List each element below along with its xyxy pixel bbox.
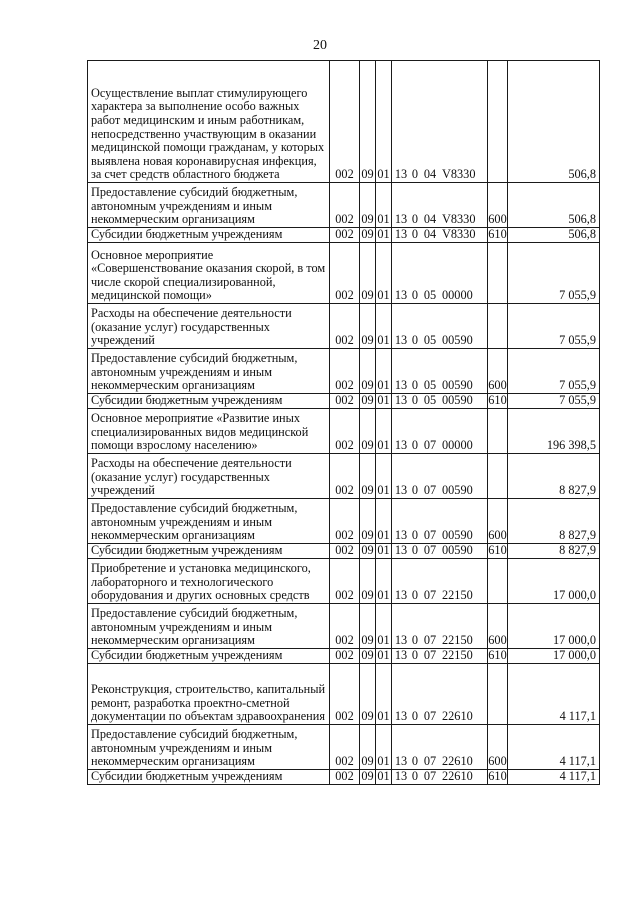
target-article-part: 13 [394, 588, 408, 603]
section-code: 09 [360, 243, 376, 304]
subsection-code: 01 [376, 559, 392, 604]
expense-name: Основное мероприятие «Совершенствование оказания скорой, в том числе скорой специализированной, медицинской помощи» [88, 243, 330, 304]
ministry-code: 002 [330, 304, 360, 349]
ministry-code: 002 [330, 349, 360, 394]
amount-value: 7 055,9 [508, 243, 600, 304]
subsection-code: 01 [376, 409, 392, 454]
expense-name: Предоставление субсидий бюджетным, автономным учреждениям и иным некоммерческим организациям [88, 349, 330, 394]
target-article-code [392, 664, 488, 725]
expense-type-code: 610 [488, 227, 507, 242]
table-row [88, 454, 600, 499]
table-row [88, 243, 600, 304]
ministry-code: 002 [330, 243, 360, 304]
subsection-code: 01 [377, 227, 390, 242]
ministry-code: 002 [330, 649, 360, 664]
expense-type-code: 600 [488, 349, 508, 394]
ministry-code: 002 [330, 559, 360, 604]
target-article-part: 0 [411, 528, 419, 543]
expense-type-code [488, 559, 508, 604]
table-row [88, 499, 600, 544]
ministry-code: 002 [330, 454, 360, 499]
ministry-code: 002 [330, 183, 360, 228]
target-article-part: 0 [411, 754, 419, 769]
budget-table [87, 60, 600, 785]
expense-type-code: 610 [488, 543, 507, 558]
section-code: 09 [360, 499, 376, 544]
amount-value: 7 055,9 [508, 304, 600, 349]
expense-name: Субсидии бюджетным учреждениям [88, 649, 330, 664]
section-code: 09 [360, 304, 376, 349]
target-article-part: 00590 [442, 393, 473, 408]
expense-name: Предоставление субсидий бюджетным, автономным учреждениям и иным некоммерческим организациям [88, 725, 330, 770]
target-article-part: 05 [423, 378, 437, 393]
target-article-part: 0 [411, 709, 419, 724]
subsection-code: 01 [377, 769, 390, 784]
target-article-part: 22150 [442, 648, 473, 663]
section-code: 09 [360, 349, 376, 394]
target-article-part: 0 [411, 543, 419, 558]
target-article-code [392, 725, 488, 770]
amount-value: 4 117,1 [508, 770, 600, 785]
target-article-part: 13 [394, 393, 408, 408]
section-code: 09 [360, 409, 376, 454]
target-article-part: 00590 [442, 333, 473, 348]
target-article-part: 00590 [442, 543, 473, 558]
amount-value: 17 000,0 [508, 559, 600, 604]
target-article-part: 07 [423, 769, 437, 784]
section-code: 09 [360, 61, 376, 183]
amount-value: 7 055,9 [508, 349, 600, 394]
target-article-part: 13 [394, 438, 408, 453]
target-article-part: 0 [411, 393, 419, 408]
subsection-code: 01 [376, 725, 392, 770]
amount-value: 196 398,5 [508, 409, 600, 454]
amount-value: 506,8 [508, 228, 600, 243]
target-article-code [392, 770, 488, 785]
expense-type-code [488, 304, 508, 349]
amount-value: 506,8 [508, 183, 600, 228]
target-article-part: 07 [423, 709, 437, 724]
expense-type-code [488, 409, 508, 454]
table-row [88, 559, 600, 604]
target-article-code [392, 61, 488, 183]
section-code: 09 [360, 664, 376, 725]
table-row [88, 544, 600, 559]
amount-value: 8 827,9 [508, 499, 600, 544]
target-article-part: 13 [394, 543, 408, 558]
section-code: 09 [361, 393, 374, 408]
target-article-part: 0 [411, 633, 419, 648]
target-article-code [392, 304, 488, 349]
amount-value: 17 000,0 [508, 649, 600, 664]
subsection-code: 01 [376, 604, 392, 649]
ministry-code: 002 [330, 499, 360, 544]
target-article-part: 00590 [442, 483, 473, 498]
expense-type-code: 610 [488, 393, 507, 408]
target-article-part: 0 [411, 378, 419, 393]
ministry-code: 002 [330, 770, 360, 785]
table-row [88, 228, 600, 243]
table-row [88, 604, 600, 649]
subsection-code: 01 [377, 393, 390, 408]
amount-value: 4 117,1 [508, 664, 600, 725]
target-article-part: 13 [394, 754, 408, 769]
page-number: 20 [313, 38, 327, 53]
target-article-code [392, 183, 488, 228]
expense-type-code: 600 [488, 604, 508, 649]
target-article-part: 13 [394, 709, 408, 724]
target-article-part: 0 [411, 483, 419, 498]
subsection-code: 01 [376, 304, 392, 349]
subsection-code: 01 [377, 543, 390, 558]
target-article-code [392, 243, 488, 304]
subsection-code: 01 [376, 349, 392, 394]
section-code: 09 [360, 454, 376, 499]
target-article-code [392, 228, 488, 243]
target-article-part: 22610 [442, 769, 473, 784]
target-article-part: 13 [394, 769, 408, 784]
expense-name: Основное мероприятие «Развитие иных специализированных видов медицинской помощи взрослому населению» [88, 409, 330, 454]
amount-value: 7 055,9 [508, 394, 600, 409]
expense-type-code: 610 [488, 648, 507, 663]
amount-value: 8 827,9 [508, 454, 600, 499]
target-article-part: 13 [394, 483, 408, 498]
section-code: 09 [361, 648, 374, 663]
expense-type-code: 600 [488, 499, 508, 544]
table-row [88, 183, 600, 228]
amount-value: 4 117,1 [508, 725, 600, 770]
target-article-code [392, 499, 488, 544]
target-article-part: 07 [423, 543, 437, 558]
expense-name: Расходы на обеспечение деятельности (оказание услуг) государственных учреждений [88, 304, 330, 349]
target-article-part: 00000 [442, 438, 473, 453]
target-article-code [392, 409, 488, 454]
target-article-part: 22150 [442, 588, 473, 603]
expense-type-code [488, 454, 508, 499]
target-article-part: V8330 [442, 167, 476, 182]
ministry-code: 002 [330, 604, 360, 649]
section-code: 09 [361, 543, 374, 558]
subsection-code: 01 [376, 499, 392, 544]
target-article-part: 13 [394, 648, 408, 663]
expense-name: Субсидии бюджетным учреждениям [88, 544, 330, 559]
target-article-part: 05 [423, 393, 437, 408]
target-article-part: 04 [423, 212, 437, 227]
expense-name: Предоставление субсидий бюджетным, автономным учреждениям и иным некоммерческим организациям [88, 183, 330, 228]
target-article-code [392, 559, 488, 604]
expense-name: Приобретение и установка медицинского, лабораторного и технологического оборудования и других основных средств [88, 559, 330, 604]
table-row [88, 304, 600, 349]
target-article-part: 13 [394, 167, 408, 182]
table-row [88, 664, 600, 725]
subsection-code: 01 [377, 648, 390, 663]
expense-name: Субсидии бюджетным учреждениям [88, 770, 330, 785]
target-article-part: 13 [394, 227, 408, 242]
target-article-code [392, 454, 488, 499]
table-row [88, 409, 600, 454]
section-code: 09 [361, 227, 374, 242]
target-article-code [392, 349, 488, 394]
target-article-part: 0 [411, 227, 419, 242]
expense-type-code [488, 664, 508, 725]
table-row [88, 61, 600, 183]
ministry-code: 002 [330, 61, 360, 183]
target-article-part: 0 [411, 288, 419, 303]
ministry-code: 002 [330, 228, 360, 243]
target-article-part: 07 [423, 528, 437, 543]
expense-type-code: 600 [488, 725, 508, 770]
subsection-code: 01 [376, 61, 392, 183]
expense-name: Расходы на обеспечение деятельности (оказание услуг) государственных учреждений [88, 454, 330, 499]
target-article-code [392, 394, 488, 409]
table-row [88, 394, 600, 409]
section-code: 09 [360, 559, 376, 604]
target-article-part: 13 [394, 528, 408, 543]
target-article-part: 13 [394, 633, 408, 648]
amount-value: 8 827,9 [508, 544, 600, 559]
target-article-part: 13 [394, 288, 408, 303]
subsection-code: 01 [376, 454, 392, 499]
section-code: 09 [360, 604, 376, 649]
target-article-part: 0 [411, 588, 419, 603]
subsection-code: 01 [376, 183, 392, 228]
section-code: 09 [361, 769, 374, 784]
amount-value: 17 000,0 [508, 604, 600, 649]
target-article-part: 00000 [442, 288, 473, 303]
target-article-part: 22610 [442, 754, 473, 769]
ministry-code: 002 [330, 664, 360, 725]
section-code: 09 [360, 183, 376, 228]
target-article-part: 07 [423, 483, 437, 498]
expense-name: Субсидии бюджетным учреждениям [88, 394, 330, 409]
target-article-part: 05 [423, 333, 437, 348]
expense-type-code: 600 [488, 183, 508, 228]
expense-type-code [488, 243, 508, 304]
expense-type-code [488, 61, 508, 183]
target-article-part: V8330 [442, 212, 476, 227]
target-article-part: 0 [411, 333, 419, 348]
target-article-part: 13 [394, 333, 408, 348]
amount-value: 506,8 [508, 61, 600, 183]
ministry-code: 002 [330, 394, 360, 409]
target-article-code [392, 604, 488, 649]
target-article-part: 22150 [442, 633, 473, 648]
target-article-part: V8330 [442, 227, 476, 242]
target-article-part: 07 [423, 438, 437, 453]
target-article-part: 0 [411, 648, 419, 663]
expense-name: Осуществление выплат стимулирующего характера за выполнение особо важных работ медицинским и иным работникам, непосредственно участвующим в оказании медицинской помощи гражданам, у которых выявлена новая коронавирусная инфекция, за счет средств областного бюджета [88, 61, 330, 183]
table-row [88, 349, 600, 394]
target-article-part: 07 [423, 588, 437, 603]
ministry-code: 002 [330, 725, 360, 770]
target-article-part: 0 [411, 438, 419, 453]
target-article-part: 0 [411, 769, 419, 784]
expense-name: Субсидии бюджетным учреждениям [88, 228, 330, 243]
target-article-part: 00590 [442, 378, 473, 393]
table-row [88, 770, 600, 785]
target-article-code [392, 544, 488, 559]
target-article-part: 0 [411, 167, 419, 182]
target-article-part: 22610 [442, 709, 473, 724]
expense-name: Реконструкция, строительство, капитальный ремонт, разработка проектно-сметной документации по объектам здравоохранения [88, 664, 330, 725]
budget-table-body [88, 61, 600, 785]
target-article-part: 13 [394, 378, 408, 393]
ministry-code: 002 [330, 544, 360, 559]
ministry-code: 002 [330, 409, 360, 454]
table-row [88, 725, 600, 770]
target-article-part: 13 [394, 212, 408, 227]
target-article-part: 07 [423, 754, 437, 769]
subsection-code: 01 [376, 243, 392, 304]
section-code: 09 [360, 725, 376, 770]
target-article-part: 07 [423, 633, 437, 648]
table-row [88, 649, 600, 664]
expense-name: Предоставление субсидий бюджетным, автономным учреждениям и иным некоммерческим организациям [88, 499, 330, 544]
subsection-code: 01 [376, 664, 392, 725]
target-article-code [392, 649, 488, 664]
target-article-part: 0 [411, 212, 419, 227]
target-article-part: 04 [423, 167, 437, 182]
expense-name: Предоставление субсидий бюджетным, автономным учреждениям и иным некоммерческим организациям [88, 604, 330, 649]
target-article-part: 04 [423, 227, 437, 242]
expense-type-code: 610 [488, 769, 507, 784]
target-article-part: 07 [423, 648, 437, 663]
target-article-part: 05 [423, 288, 437, 303]
target-article-part: 00590 [442, 528, 473, 543]
